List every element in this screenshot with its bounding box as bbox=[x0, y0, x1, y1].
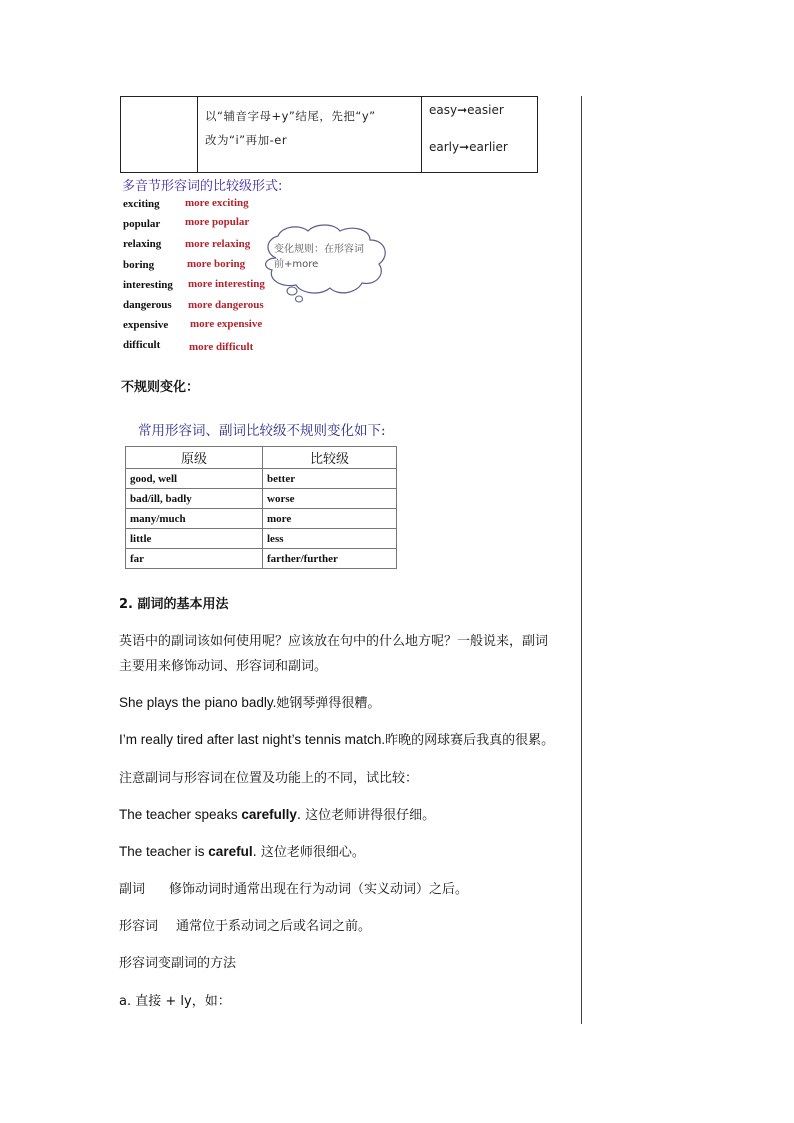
table-cell: farther/further bbox=[263, 549, 397, 569]
irregular-heading: 不规则变化： bbox=[121, 380, 200, 395]
example-4-suffix: . 这位老师很细心。 bbox=[252, 845, 365, 860]
example-3-suffix: . 这位老师讲得很仔细。 bbox=[296, 808, 436, 823]
table-row bbox=[126, 469, 397, 489]
example-4-keyword: careful bbox=[208, 844, 253, 859]
base-word: expensive bbox=[123, 319, 169, 331]
comparative-word: more difficult bbox=[189, 341, 254, 353]
rule-table-empty-cell bbox=[121, 97, 198, 172]
example-2-chinese: 昨晚的网球赛后我真的很累。 bbox=[385, 733, 555, 748]
rule-table-example-cell bbox=[422, 97, 537, 172]
table-row bbox=[126, 509, 397, 529]
adjective-note bbox=[119, 915, 371, 934]
rule-table-rule-cell bbox=[198, 97, 422, 172]
example-4-prefix: The teacher is bbox=[119, 844, 209, 859]
base-word: boring bbox=[123, 259, 155, 271]
table-cell: good, well bbox=[126, 469, 263, 489]
example-sentence-1 bbox=[119, 692, 380, 711]
example-1-chinese: 她钢琴弹得很糟。 bbox=[276, 696, 381, 711]
header-comparative: 比较级 bbox=[263, 447, 397, 469]
intro-line1: 英语中的副词该如何使用呢？应该放在句中的什么地方呢？一般说来，副词 bbox=[119, 634, 549, 649]
table-row bbox=[126, 489, 397, 509]
page-margin-rule bbox=[581, 96, 582, 1024]
adverb-description: 修饰动词时通常出现在行为动词（实义动词）之后。 bbox=[169, 882, 469, 897]
method-a: a. 直接 + ly，如： bbox=[119, 994, 231, 1009]
base-word: interesting bbox=[123, 279, 173, 291]
table-cell: bad/ill, badly bbox=[126, 489, 263, 509]
example-sentence-3 bbox=[119, 804, 435, 823]
example-sentence-4 bbox=[119, 841, 365, 860]
comparative-word: more dangerous bbox=[188, 299, 264, 311]
cloud-note-line2: 前+more bbox=[274, 259, 319, 270]
irregular-comparison-table bbox=[125, 446, 397, 569]
rule-example-easy: easy➞easier bbox=[429, 103, 504, 117]
rule-text-line1: 以“辅音字母+y”结尾，先把“y” bbox=[205, 109, 376, 123]
table-cell: little bbox=[126, 529, 263, 549]
comparative-word: more popular bbox=[185, 216, 250, 228]
intro-line2: 主要用来修饰动词、形容词和副词。 bbox=[119, 659, 328, 674]
header-base-form: 原级 bbox=[126, 447, 263, 469]
table-cell: better bbox=[263, 469, 397, 489]
base-word: relaxing bbox=[123, 238, 162, 250]
cloud-note-line1: 变化规则：在形容词 bbox=[274, 244, 364, 255]
comparative-word: more boring bbox=[187, 258, 246, 270]
base-word: popular bbox=[123, 218, 161, 230]
adverb-label: 副词 bbox=[119, 882, 146, 897]
example-3-keyword: carefully bbox=[241, 807, 297, 822]
base-word: dangerous bbox=[123, 299, 172, 311]
table-row bbox=[126, 529, 397, 549]
table-cell: more bbox=[263, 509, 397, 529]
irregular-table-title: 常用形容词、副词比较级不规则变化如下: bbox=[138, 423, 386, 439]
example-3-prefix: The teacher speaks bbox=[119, 807, 242, 822]
rule-example-early: early➞earlier bbox=[429, 140, 508, 154]
comparative-word: more expensive bbox=[190, 318, 263, 330]
example-sentence-2 bbox=[119, 729, 554, 748]
table-cell: far bbox=[126, 549, 263, 569]
section-heading: 2. 副词的基本用法 bbox=[119, 597, 229, 612]
rule-text-line2: 改为“i”再加-er bbox=[205, 133, 288, 147]
adjective-label: 形容词 bbox=[119, 919, 159, 934]
adjective-description: 通常位于系动词之后或名词之前。 bbox=[176, 919, 372, 934]
base-word: exciting bbox=[123, 198, 160, 210]
comparative-rule-table bbox=[120, 96, 538, 173]
adverb-note bbox=[119, 878, 468, 897]
table-cell: worse bbox=[263, 489, 397, 509]
comparative-word: more relaxing bbox=[185, 238, 251, 250]
compare-note: 注意副词与形容词在位置及功能上的不同，试比较： bbox=[119, 771, 419, 786]
cloud-note bbox=[274, 242, 384, 272]
comparative-word: more exciting bbox=[185, 197, 249, 209]
base-word: difficult bbox=[123, 339, 161, 351]
example-2-english: I’m really tired after last night’s tennis match. bbox=[119, 732, 386, 747]
table-cell: less bbox=[263, 529, 397, 549]
table-header-row bbox=[126, 447, 397, 469]
example-1-english: She plays the piano badly. bbox=[119, 695, 277, 710]
method-title: 形容词变副词的方法 bbox=[119, 956, 237, 971]
comparative-word: more interesting bbox=[188, 278, 265, 290]
table-row bbox=[126, 549, 397, 569]
multisyllable-title: 多音节形容词的比较级形式: bbox=[122, 179, 283, 194]
table-cell: many/much bbox=[126, 509, 263, 529]
